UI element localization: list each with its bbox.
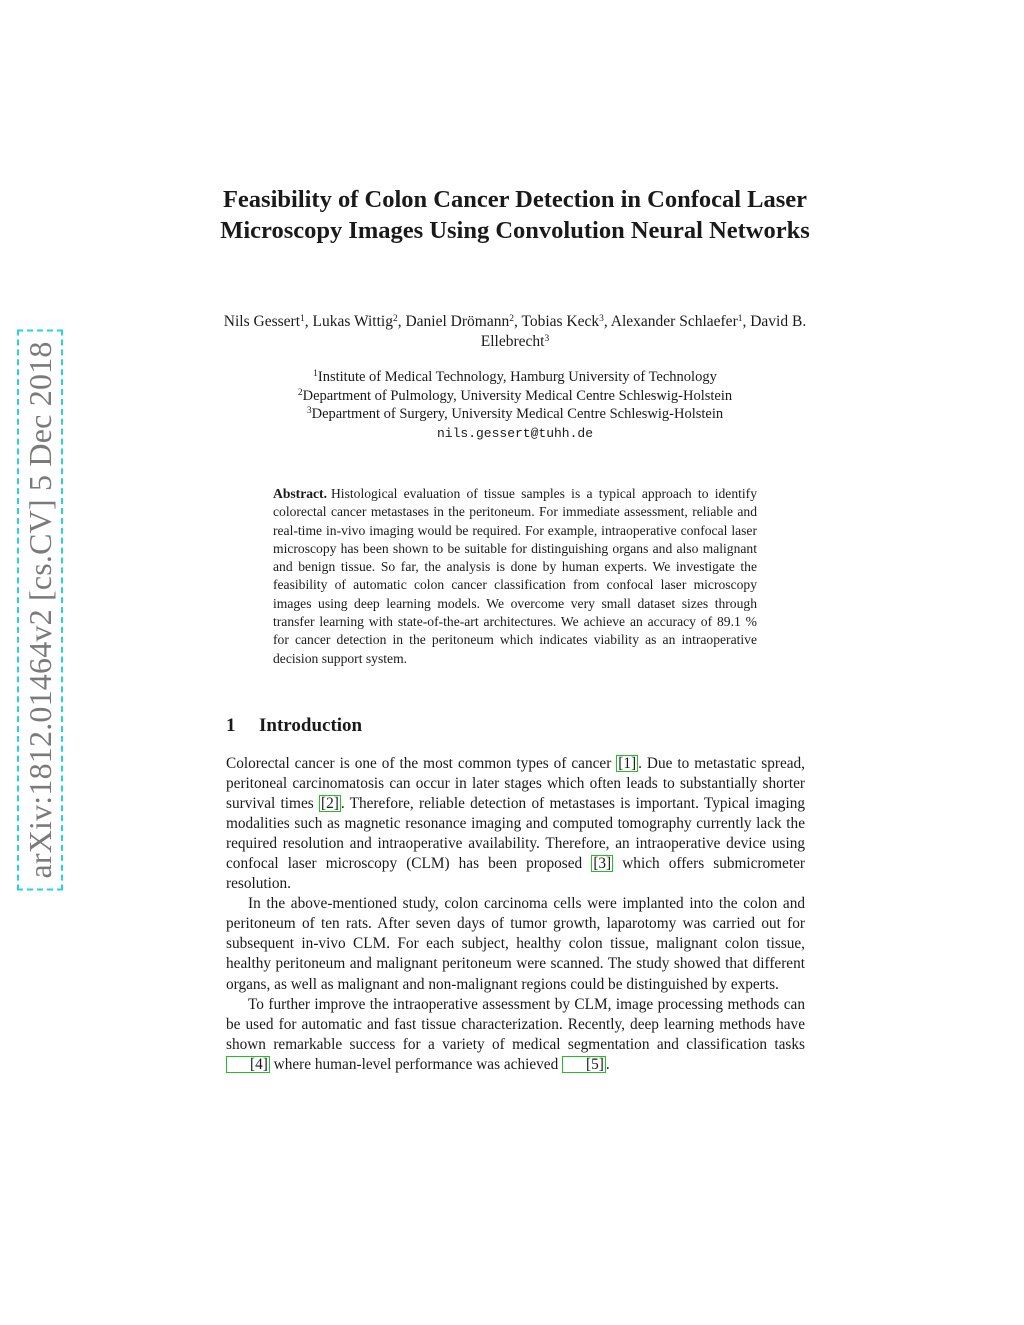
affiliation-mark: 2 (297, 387, 303, 398)
author-list: Nils Gessert$^1$, Lukas Wittig$^2$, Daniel Drömann$^2$, Tobias Keck$^3$, Alexander Schlaefer$^1$, David B. Ellebrecht$^3$ (223, 313, 807, 350)
affiliation (200, 405, 830, 424)
paragraph-text: . Therefore, reliable detection of metastases is important. Typical imaging modalities such as magnetic resonance imaging and computed tomography currently lack the required resolution and intraoperative availability. Therefore, an intraoperative device using confocal laser microscopy (CLM) has been proposed (226, 795, 805, 873)
author-name: David B. Ellebrecht (480, 313, 807, 350)
affiliation (200, 387, 830, 406)
affiliation-mark: 2 (509, 314, 514, 324)
paragraph: In the above-mentioned study, colon carcinoma cells were implanted into the colon and peritoneum of ten rats. After seven days of tumor growth, laparotomy was carried out for subsequent in-vivo CLM. For each subject, healthy colon tissue, malignant colon tissue, healthy peritoneum and malignant peritoneum were scanned. The study showed that different organs, as well as malignant and non-malignant regions could be distinguished by experts. (226, 895, 805, 993)
section-body (226, 754, 805, 1075)
affiliation-text: Department of Pulmology, University Medical Centre Schleswig-Holstein (302, 387, 733, 404)
affiliation-list (200, 368, 830, 443)
affiliation-mark: 1 (737, 314, 743, 324)
author-name: Daniel Drömann (405, 313, 510, 330)
paragraph-text: Colorectal cancer is one of the most common types of cancer (226, 755, 617, 772)
paragraph-text: To further improve the intraoperative assessment by CLM, image processing methods can be used for automatic and fast tissue characterization. Recently, deep learning methods have shown remarkable success for a variety of medical segmentation and classification tasks (226, 995, 805, 1053)
paper-title: Feasibility of Colon Cancer Detection in Confocal Laser Microscopy Images Using Convolution Neural Networks (220, 186, 810, 244)
paragraph-text: . Due to metastatic spread, peritoneal carcinomatosis can occur in later stages which often leads to substantially shorter survival times (226, 755, 805, 813)
affiliation-mark: 1 (300, 314, 305, 324)
affiliation-mark: 1 (313, 369, 318, 379)
arxiv-identifier[interactable]: arXiv:1812.01464v2 [cs.CV] 5 Dec 2018 (17, 329, 63, 890)
author-name: Alexander Schlaefer (610, 313, 738, 330)
citation-link[interactable]: [4] (226, 1056, 270, 1073)
affiliation-mark: 3 (599, 314, 604, 324)
paragraph-text: which offers submicrometer resolution. (226, 855, 805, 893)
affiliation-mark: 3 (306, 406, 312, 416)
citation-link[interactable]: [3] (593, 855, 612, 873)
affiliation-text: Department of Surgery, University Medical Centre Schleswig-Holstein (311, 406, 724, 422)
abstract-label: Abstract. (273, 486, 327, 501)
affiliation (200, 368, 830, 387)
abstract-text: Histological evaluation of tissue samples is a typical approach to identify colorectal cancer metastases in the peritoneum. For immediate assessment, reliable and real-time in-vivo imaging would be required. For example, intraoperative confocal laser microscopy has been shown to be suitable for distinguishing organs and also malignant and benign tissue. So far, the analysis is done by human experts. We investigate the feasibility of automatic colon cancer classification from confocal laser microscopy images using deep learning models. We overcome very small dataset sizes through transfer learning with state-of-the-art architectures. We achieve an accuracy of 89.1 % for cancer detection in the peritoneum which indicates viability as an intraoperative decision support system. (273, 486, 757, 666)
affiliation-mark: 3 (544, 334, 550, 344)
author-name: Lukas Wittig (312, 313, 393, 330)
section-number: 1 (226, 715, 236, 736)
paragraph (226, 995, 805, 1075)
section-heading (226, 714, 362, 738)
affiliation-text: Institute of Medical Technology, Hamburg University of Technology (317, 369, 717, 385)
paragraph-text: where human-level performance was achieved (269, 1055, 563, 1073)
paragraph-text: . (605, 1055, 610, 1073)
abstract (273, 485, 757, 668)
paragraph (226, 754, 805, 894)
citation-link[interactable]: [2] (320, 795, 339, 813)
contact-email[interactable]: nils.gessert@tuhh.de (436, 425, 594, 441)
author-name: Tobias Keck (521, 313, 600, 330)
section-title: Introduction (259, 715, 363, 736)
affiliation-mark: 2 (392, 314, 398, 324)
citation-link[interactable]: [5] (562, 1056, 606, 1073)
citation-link[interactable]: [1] (618, 755, 637, 772)
author-name: Nils Gessert (223, 313, 300, 330)
